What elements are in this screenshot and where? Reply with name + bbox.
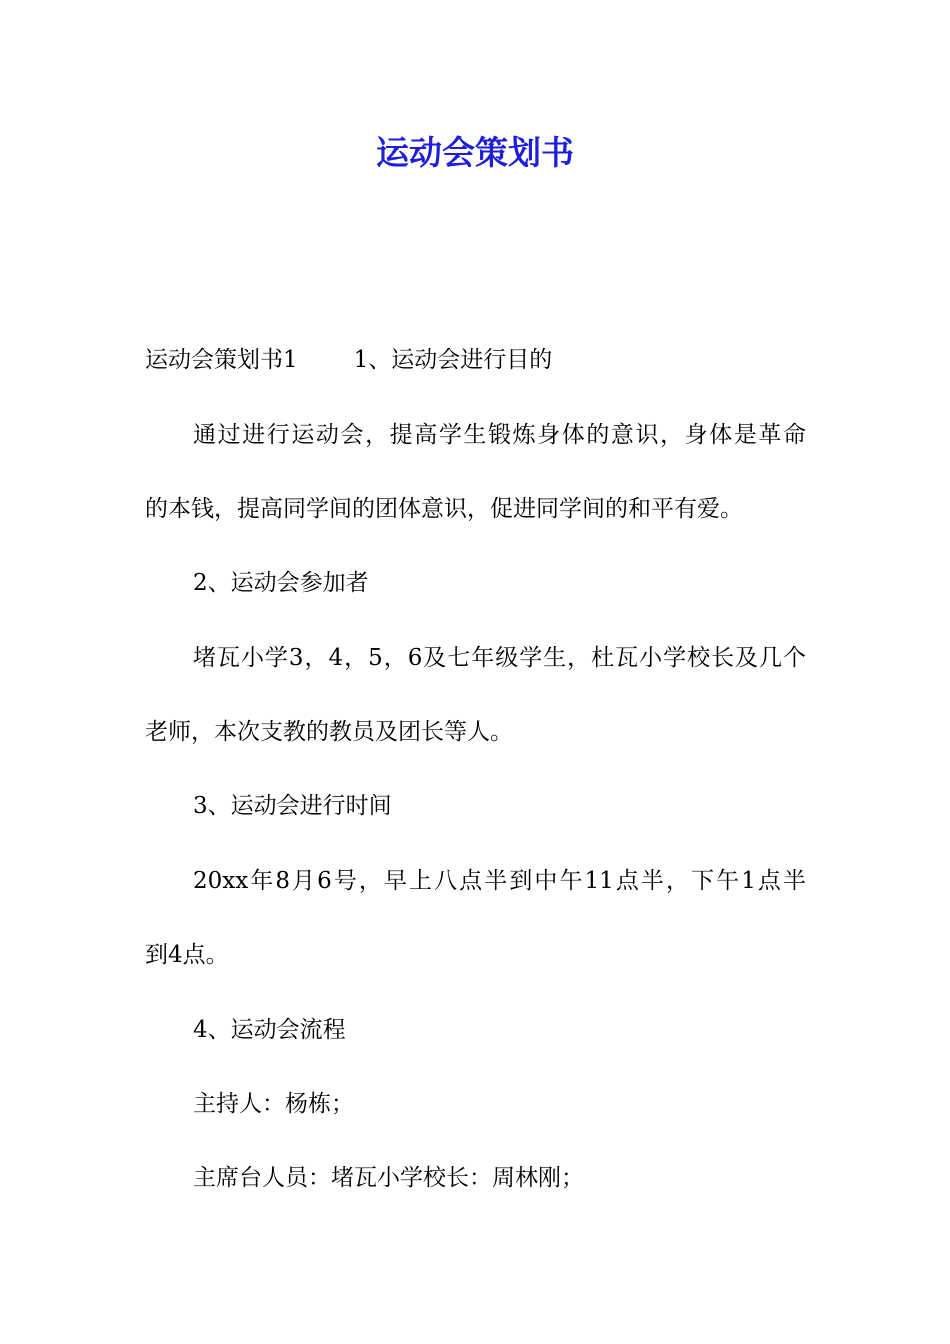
process-rostrum: 主席台人员：堵瓦小学校长：周林刚； (193, 1165, 584, 1191)
paragraph-participants-line-2: 老师，本次支教的教员及团长等人。 (145, 719, 513, 745)
paragraph-time-line-1: 20xx年8月6号，早上八点半到中午11点半，下午1点半 (193, 868, 806, 894)
intro-prefix: 运动会策划书1 (145, 347, 298, 373)
section-heading-purpose: 1、运动会进行目的 (353, 347, 553, 373)
document-title: 运动会策划书 (376, 133, 574, 172)
paragraph-time-line-2: 到4点。 (145, 942, 229, 968)
section-heading-participants: 2、运动会参加者 (193, 570, 369, 596)
intro-line (145, 340, 825, 380)
paragraph-purpose-line-2: 的本钱，提高同学间的团体意识，促进同学间的和平有爱。 (145, 496, 743, 522)
section-heading-process: 4、运动会流程 (193, 1017, 346, 1043)
section-heading-time: 3、运动会进行时间 (193, 793, 392, 819)
process-host: 主持人：杨栋； (193, 1091, 354, 1117)
paragraph-purpose-line-1: 通过进行运动会，提高学生锻炼身体的意识，身体是革命 (193, 422, 806, 448)
paragraph-participants-line-1: 堵瓦小学3，4，5，6及七年级学生，杜瓦小学校长及几个 (193, 645, 806, 671)
